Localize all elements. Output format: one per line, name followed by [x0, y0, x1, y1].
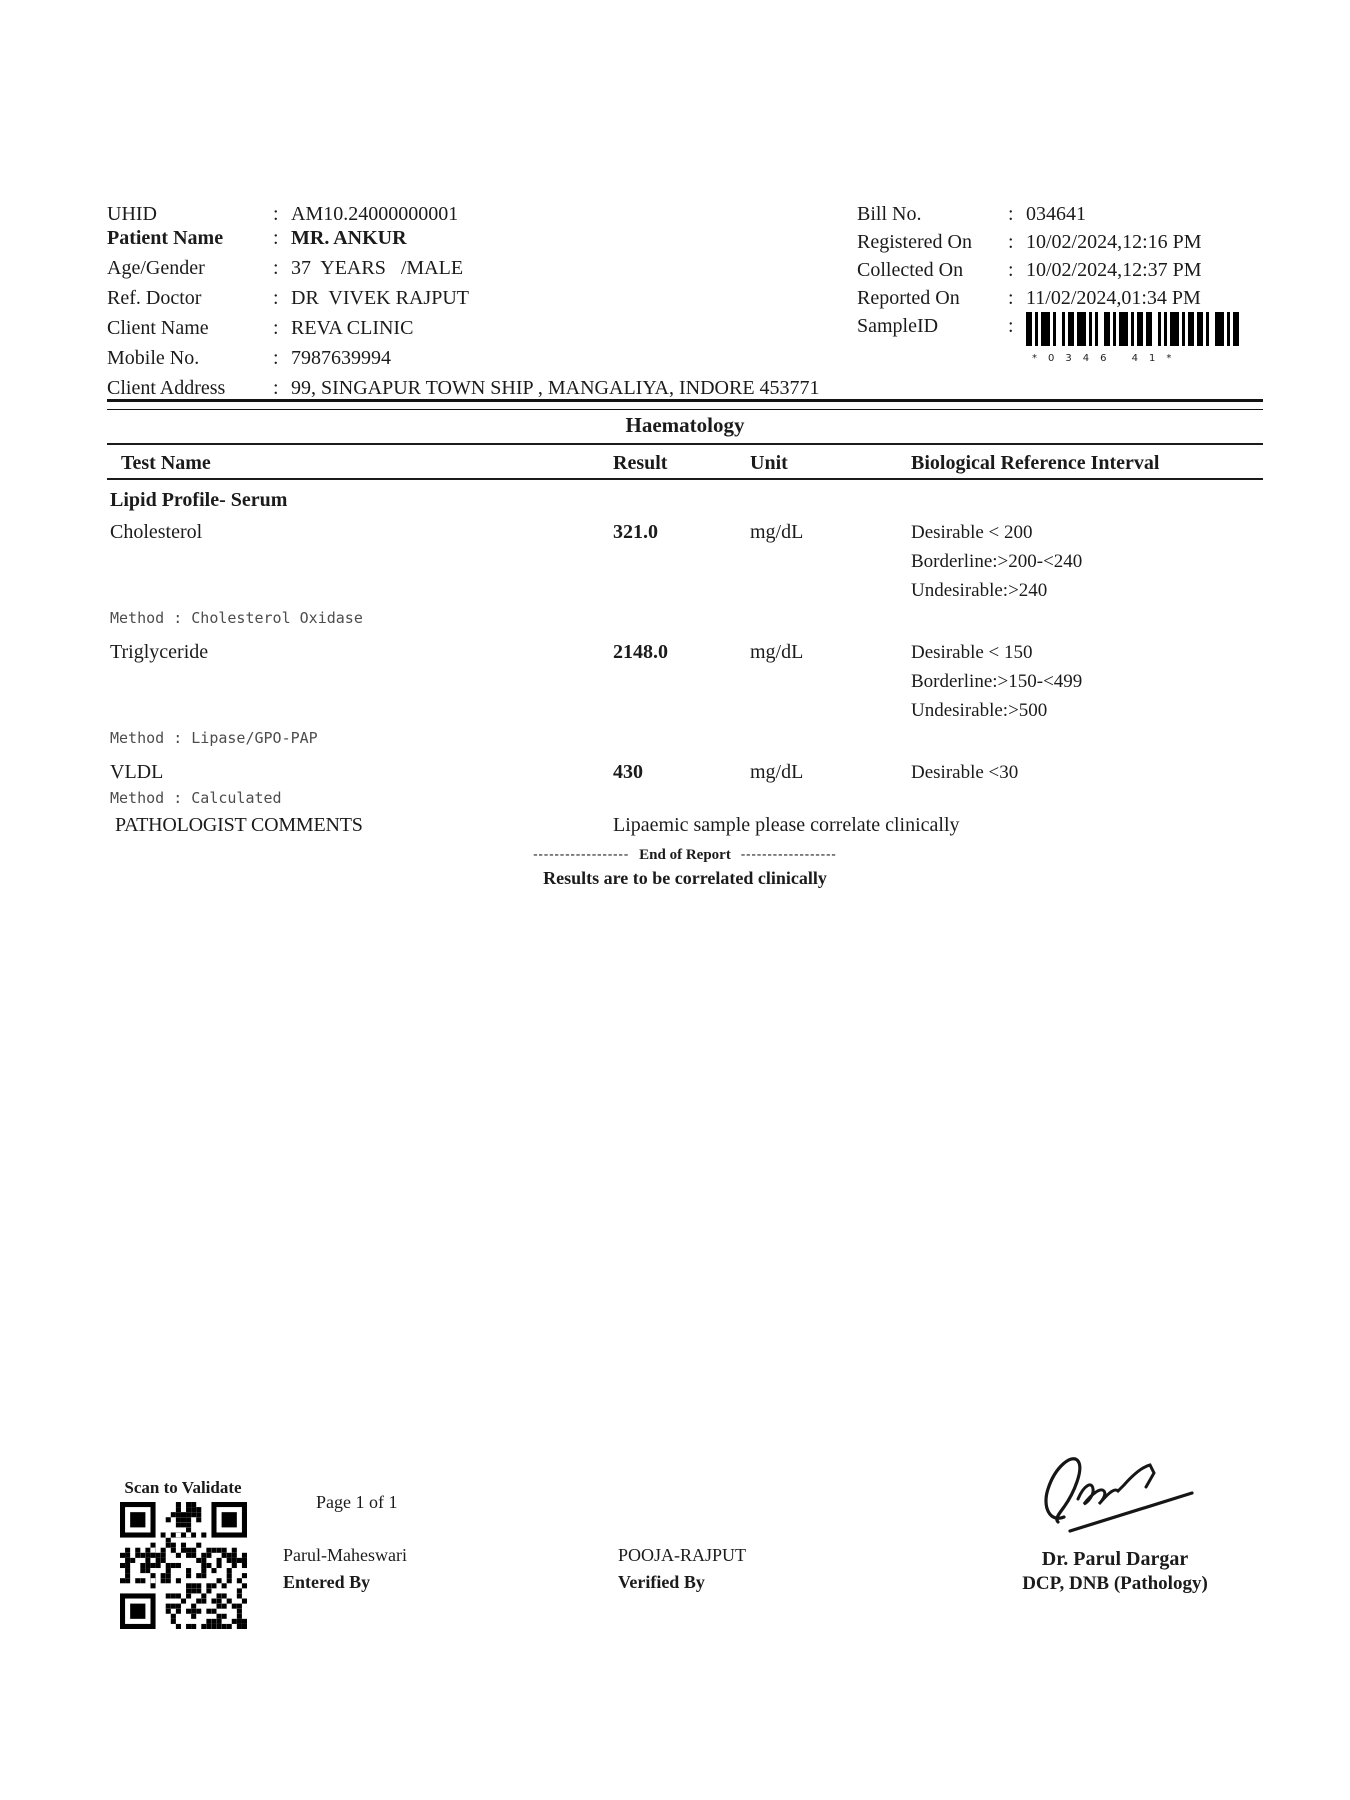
pathologist-comments-row [107, 815, 1263, 835]
patient-name-value: MR. ANKUR [291, 227, 407, 249]
qr-code-icon [120, 1502, 247, 1629]
test-row-vldl [107, 758, 1263, 787]
col-unit: Unit [750, 452, 788, 474]
client-address-label: Client Address [107, 377, 226, 399]
reference-line: Desirable < 150 [911, 642, 1033, 663]
age-gender-label: Age/Gender [107, 257, 205, 279]
end-of-report-line [107, 847, 1263, 863]
end-of-report-dashes: ------------------ [533, 846, 630, 861]
colon: : [1008, 287, 1014, 309]
patient-name-row [107, 226, 867, 256]
entered-by-label: Entered By [283, 1572, 371, 1592]
test-row-cholesterol [107, 518, 1263, 605]
bill-no-value: 034641 [1026, 203, 1086, 225]
colon: : [273, 227, 279, 249]
test-reference [911, 518, 1263, 605]
test-unit: mg/dL [750, 641, 804, 663]
correlate-note: Results are to be correlated clinically [543, 868, 827, 888]
collected-on-value: 10/02/2024,12:37 PM [1026, 259, 1202, 281]
pathologist-comments-value: Lipaemic sample please correlate clinically [613, 814, 960, 836]
barcode-icon [1026, 312, 1239, 346]
doctor-qualification: DCP, DNB (Pathology) [1022, 1573, 1208, 1594]
rule-below-table-head [107, 478, 1263, 480]
ref-doctor-value: DR VIVEK RAJPUT [291, 287, 469, 309]
test-name: Cholesterol [110, 521, 203, 543]
table-header-row [107, 445, 1263, 478]
page-number: Page 1 of 1 [316, 1492, 398, 1512]
bill-no-label: Bill No. [857, 203, 922, 225]
reference-line: Borderline:>200-<240 [911, 551, 1083, 572]
test-row-triglyceride [107, 638, 1263, 725]
test-method: Method : Lipase/GPO-PAP [110, 729, 318, 747]
client-name-row [107, 316, 867, 346]
colon: : [1008, 315, 1014, 337]
mobile-value: 7987639994 [291, 347, 391, 369]
registered-on-value: 10/02/2024,12:16 PM [1026, 231, 1202, 253]
test-name: Triglyceride [110, 641, 209, 663]
sample-id-label: SampleID [857, 315, 939, 337]
reference-line: Borderline:>150-<499 [911, 671, 1083, 692]
test-name: VLDL [110, 761, 164, 783]
colon: : [1008, 259, 1014, 281]
test-reference [911, 638, 1263, 725]
bill-info-block [857, 202, 1277, 371]
col-reference-interval: Biological Reference Interval [911, 452, 1160, 474]
colon: : [273, 317, 279, 339]
doctor-signature-icon [1020, 1445, 1210, 1545]
end-of-report-text: End of Report [639, 847, 731, 863]
verified-by-block [618, 1540, 746, 1594]
colon: : [273, 347, 279, 369]
reference-line: Undesirable:>500 [911, 700, 1048, 721]
colon: : [273, 203, 279, 225]
collected-on-label: Collected On [857, 259, 964, 281]
bill-no-row [857, 202, 1277, 230]
verified-by-label: Verified By [618, 1572, 705, 1592]
report-body [107, 408, 1263, 889]
reported-on-value: 11/02/2024,01:34 PM [1026, 287, 1201, 309]
colon: : [1008, 231, 1014, 253]
test-reference [911, 758, 1263, 787]
barcode-digits: *0346 41* [1032, 353, 1183, 364]
pathologist-comments-label: PATHOLOGIST COMMENTS [115, 814, 363, 836]
patient-info-block [107, 202, 867, 406]
colon: : [273, 377, 279, 399]
end-of-report-dashes: ------------------ [740, 846, 837, 861]
age-gender-value: 37 YEARS /MALE [291, 257, 464, 279]
ref-doctor-label: Ref. Doctor [107, 287, 202, 309]
reported-on-row [857, 286, 1277, 314]
client-address-value: 99, SINGAPUR TOWN SHIP , MANGALIYA, INDORE 453771 [291, 377, 820, 399]
test-method: Method : Cholesterol Oxidase [110, 609, 363, 627]
colon: : [1008, 203, 1014, 225]
pathologist-signoff-block [955, 1445, 1275, 1597]
scan-to-validate-label: Scan to Validate [124, 1478, 242, 1497]
uhid-value: AM10.24000000001 [291, 203, 459, 225]
reference-line: Desirable <30 [911, 762, 1019, 783]
col-result: Result [613, 452, 668, 474]
registered-on-row [857, 230, 1277, 258]
reference-line: Undesirable:>240 [911, 580, 1048, 601]
uhid-label: UHID [107, 203, 157, 225]
colon: : [273, 287, 279, 309]
client-name-value: REVA CLINIC [291, 317, 414, 339]
doctor-name: Dr. Parul Dargar [1041, 1548, 1189, 1570]
ref-doctor-row [107, 286, 867, 316]
entered-by-block [283, 1540, 407, 1594]
client-name-label: Client Name [107, 317, 209, 339]
test-unit: mg/dL [750, 521, 804, 543]
reference-line: Desirable < 200 [911, 522, 1033, 543]
scan-to-validate-block [108, 1478, 258, 1634]
test-result: 430 [613, 761, 643, 783]
test-result: 321.0 [613, 521, 658, 543]
registered-on-label: Registered On [857, 231, 972, 253]
entered-by-name: Parul-Maheswari [283, 1545, 407, 1565]
patient-name-label: Patient Name [107, 227, 224, 249]
verified-by-name: POOJA-RAJPUT [618, 1545, 747, 1565]
reported-on-label: Reported On [857, 287, 960, 309]
test-method: Method : Calculated [110, 789, 282, 807]
test-unit: mg/dL [750, 761, 804, 783]
panel-title: Lipid Profile- Serum [110, 489, 288, 511]
collected-on-row [857, 258, 1277, 286]
col-test-name: Test Name [121, 452, 211, 474]
sampleid-barcode [1026, 312, 1239, 371]
colon: : [273, 257, 279, 279]
sample-id-row [857, 314, 1277, 371]
mobile-row [107, 346, 867, 376]
section-title: Haematology [625, 413, 745, 437]
mobile-label: Mobile No. [107, 347, 200, 369]
age-gender-row [107, 256, 867, 286]
uhid-row [107, 202, 867, 226]
test-result: 2148.0 [613, 641, 668, 663]
